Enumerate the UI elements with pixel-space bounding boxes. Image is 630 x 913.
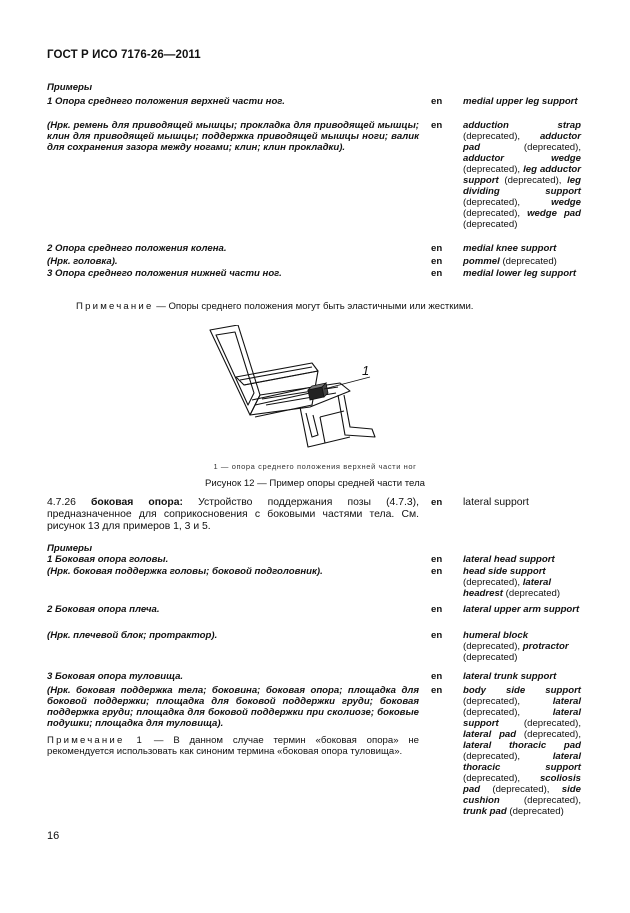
note-medial [76, 301, 596, 312]
examples-label: Примеры [47, 82, 93, 93]
deprecated-tag: (deprecated) [463, 652, 518, 663]
deprecated-term: wedge [551, 197, 581, 208]
example-row [47, 243, 587, 256]
deprecated-tag: (deprecated), [463, 131, 540, 142]
deprecated-en: pommel (deprecated) [463, 256, 557, 267]
example-en: medial upper leg support [463, 96, 578, 107]
example-ru: 2 Опора среднего положения колена. [47, 243, 227, 254]
lang-code: en [431, 96, 443, 107]
example-ru: 3 Опора среднего положения нижней части ног. [47, 268, 282, 279]
lang-code: en [431, 256, 443, 267]
lang-code: en [431, 604, 443, 615]
example-row [47, 96, 587, 120]
examples-block-medial [47, 82, 587, 292]
section-lateral-support [47, 497, 587, 845]
deprecated-tag: (deprecated), [480, 784, 562, 795]
deprecated-term: adduction strap [463, 120, 581, 131]
deprecated-tag: (deprecated), [499, 795, 581, 806]
deprecated-term: scoliosis pad [463, 773, 581, 795]
deprecated-en-list [463, 685, 581, 817]
lang-code: en [431, 685, 443, 696]
deprecated-tag: (deprecated), [463, 164, 524, 175]
figure-caption: Рисунок 12 — Пример опоры средней части тела [204, 478, 426, 489]
deprecated-term: wedge pad [527, 208, 581, 219]
deprecated-tag: (deprecated), [463, 641, 523, 652]
deprecated-tag: (deprecated), [463, 577, 523, 588]
deprecated-row [47, 120, 587, 243]
note-label: Примечание [76, 301, 154, 312]
deprecated-ru-wrap [47, 685, 419, 757]
deprecated-tag: (deprecated), [463, 197, 552, 208]
example-row [47, 554, 587, 566]
term-row [47, 497, 587, 537]
lang-code: en [431, 497, 443, 508]
deprecated-term: lateral thoracic support [463, 751, 581, 773]
deprecated-term: lateral support [463, 707, 581, 729]
example-row [47, 604, 587, 630]
lang-code: en [431, 120, 443, 131]
term-ru: боковая опора: [91, 497, 183, 508]
deprecated-term: trunk pad [463, 806, 507, 817]
deprecated-ru: (Нрк. плечевой блок; протрактор). [47, 630, 218, 641]
deprecated-en-list [463, 566, 581, 599]
example-ru: 1 Опора среднего положения верхней части ног. [47, 96, 285, 107]
note-lateral [47, 735, 419, 757]
term-definition [47, 497, 419, 533]
deprecated-term: head side support [463, 566, 546, 577]
deprecated-tag: (deprecated) [463, 219, 518, 230]
deprecated-en-list [463, 120, 581, 230]
deprecated-tag: (deprecated), [463, 208, 528, 219]
note-text: — Опоры среднего положения могут быть эластичными или жесткими. [156, 301, 474, 312]
deprecated-term: lateral thoracic pad [463, 740, 581, 751]
page-number: 16 [47, 830, 60, 842]
deprecated-tag: (deprecated) [503, 588, 561, 599]
deprecated-tag: (deprecated), [463, 751, 553, 762]
deprecated-row [47, 630, 587, 671]
deprecated-ru: (Нрк. ремень для приводящей мышцы; прокладка для приводящей мышцы; клин для приводящей мышцы; поддержка приводящей мышцы ноги; валик для сохранения зазора между ногами; клин; клин прокладки). [47, 120, 419, 153]
figure-legend: 1 — опора среднего положения верхней части ног [213, 462, 417, 471]
example-row [47, 268, 587, 292]
deprecated-en-list [463, 630, 581, 663]
example-en: lateral upper arm support [463, 604, 580, 615]
lang-code: en [431, 566, 443, 577]
note-label: Примечание 1 [47, 735, 145, 746]
example-en: medial knee support [463, 243, 557, 254]
example-ru: 1 Боковая опора головы. [47, 554, 169, 565]
figure-medial-support-drawing [200, 325, 430, 455]
deprecated-term: adductor pad [463, 131, 581, 153]
medial-support-block [308, 383, 328, 400]
lang-code: en [431, 630, 443, 641]
deprecated-term: body side support [463, 685, 581, 696]
deprecated-row [47, 685, 587, 845]
lang-code: en [431, 554, 443, 565]
examples-label: Примеры [47, 543, 93, 554]
example-en: medial lower leg support [463, 268, 577, 279]
document-header: ГОСТ Р ИСО 7176-26—2011 [47, 49, 201, 61]
term-en: lateral support [463, 497, 529, 508]
deprecated-tag: (deprecated), [463, 707, 553, 718]
deprecated-ru: (Нрк. головка). [47, 256, 118, 267]
deprecated-tag: (deprecated) [506, 806, 564, 817]
figure-callout: 1 [362, 363, 370, 378]
deprecated-term: leg dividing support [463, 175, 581, 197]
deprecated-tag: (deprecated), [498, 718, 581, 729]
deprecated-term: side cushion [463, 784, 581, 806]
deprecated-term: lateral pad [463, 729, 517, 740]
deprecated-tag: (deprecated), [498, 175, 568, 186]
deprecated-term: leg adductor support [463, 164, 581, 186]
example-ru: 3 Боковая опора туловища. [47, 671, 184, 682]
deprecated-term: lateral headrest [463, 577, 552, 599]
example-row [47, 671, 587, 685]
example-en: lateral trunk support [463, 671, 557, 682]
deprecated-tag: (deprecated), [463, 696, 553, 707]
deprecated-ru: (Нрк. боковая поддержка головы; боковой подголовник). [47, 566, 323, 577]
deprecated-term: protractor [522, 641, 569, 652]
lang-code: en [431, 243, 443, 254]
deprecated-row [47, 566, 587, 604]
deprecated-tag: (deprecated), [516, 729, 581, 740]
deprecated-term: lateral [552, 696, 581, 707]
lang-code: en [431, 268, 443, 279]
deprecated-ru: (Нрк. боковая поддержка тела; боковина; боковая опора; площадка для боковой поддержки; площадка для боковой поддержки груди; боковая поддержка груди; площадка для боковой поддержки при сколиозе; боковые подушки; площадка для туловища). [47, 685, 419, 729]
deprecated-row [47, 256, 587, 268]
deprecated-term: adductor wedge [463, 153, 581, 164]
example-en: lateral head support [463, 554, 555, 565]
lang-code: en [431, 671, 443, 682]
deprecated-tag: (deprecated), [463, 773, 540, 784]
example-ru: 2 Боковая опора плеча. [47, 604, 160, 615]
definition-text: Устройство поддержания позы (4.7.3), предназначенное для соприкосновения с боковыми частями тела. См. рисунок 13 для примеров 1, 3 и 5. [47, 497, 420, 532]
section-number: 4.7.26 [47, 497, 76, 508]
deprecated-term: humeral block [463, 630, 529, 641]
deprecated-tag: (deprecated), [480, 142, 581, 153]
note-text: — В данном случае термин «боковая опора» не рекомендуется использовать как синоним термина «боковая опора туловища». [47, 735, 419, 757]
